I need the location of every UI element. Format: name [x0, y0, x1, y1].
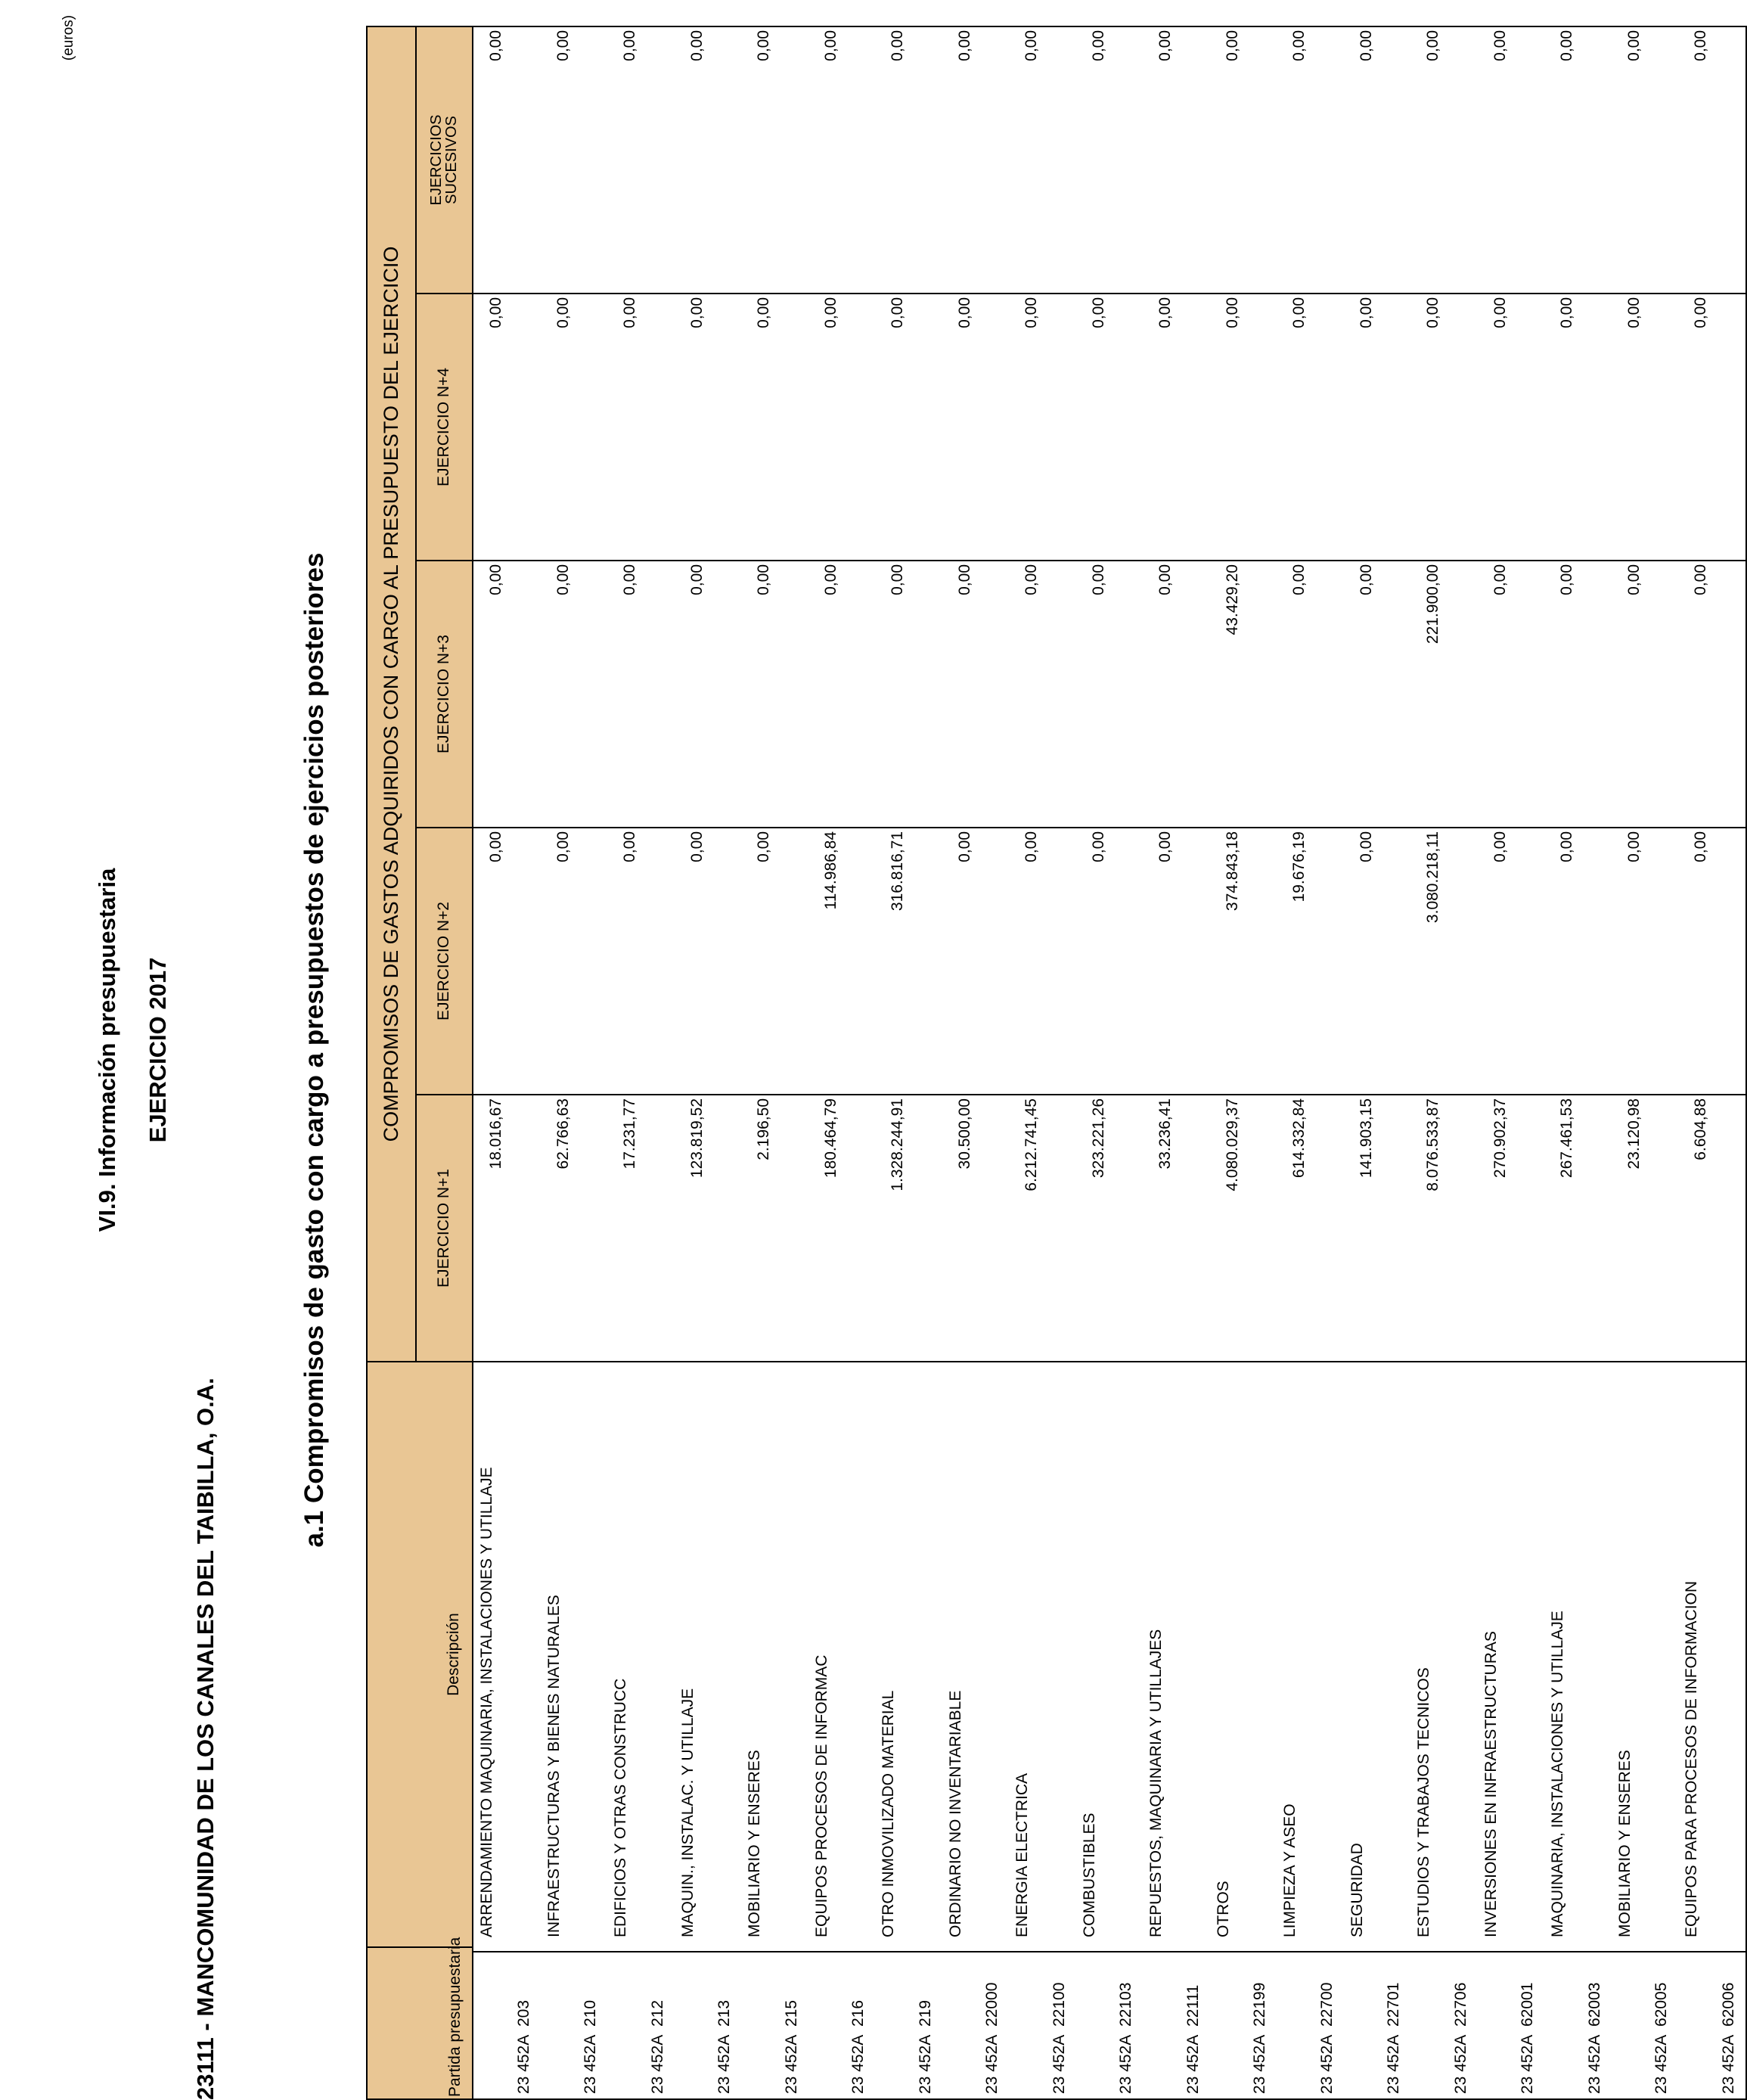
table-row — [607, 26, 675, 2099]
cell-sucesivos: 0,00 — [808, 26, 876, 294]
cell-sucesivos: 0,00 — [473, 26, 541, 294]
cell-program: 23 452A — [1210, 2031, 1277, 2099]
cell-description: INVERSIONES EN INFRAESTRUCTURAS — [1478, 1362, 1545, 1952]
table-row — [1344, 26, 1411, 2099]
cell-program: 23 452A — [473, 2031, 541, 2099]
section-title: a.1 Compromisos de gasto con cargo a presupuestos de ejercicios posteriores — [299, 552, 329, 1548]
table-row — [942, 26, 1010, 2099]
cell-ejercicio-n4: 0,00 — [675, 294, 742, 561]
header-sucesivos — [416, 26, 473, 294]
cell-ejercicio-n3: 221.900,00 — [1410, 561, 1478, 828]
cell-description: REPUESTOS, MAQUINARIA Y UTILLAJES — [1143, 1362, 1210, 1952]
cell-ejercicio-n2: 0,00 — [1544, 828, 1612, 1095]
units-label: (euros) — [61, 14, 76, 61]
cell-program: 23 452A — [1009, 2031, 1076, 2099]
cell-description: EDIFICIOS Y OTRAS CONSTRUCC — [607, 1362, 675, 1952]
cell-ejercicio-n3: 0,00 — [1678, 561, 1746, 828]
cell-ejercicio-n1: 6.212.741,45 — [1009, 1095, 1076, 1362]
table-row — [1009, 26, 1076, 2099]
table-row — [1210, 26, 1277, 2099]
header-n2: EJERCICIO N+2 — [416, 828, 473, 1095]
table-row — [541, 26, 608, 2099]
header-group: COMPROMISOS DE GASTOS ADQUIRIDOS CON CARGO AL PRESUPUESTO DEL EJERCICIO — [367, 26, 416, 1362]
cell-sucesivos: 0,00 — [875, 26, 942, 294]
cell-description: EQUIPOS PROCESOS DE INFORMAC — [808, 1362, 876, 1952]
cell-sucesivos: 0,00 — [1344, 26, 1411, 294]
cell-subconcept: 216 — [808, 1952, 876, 2031]
cell-sucesivos: 0,00 — [1210, 26, 1277, 294]
cell-sucesivos: 0,00 — [1678, 26, 1746, 294]
cell-ejercicio-n1: 33.236,41 — [1143, 1095, 1210, 1362]
table-row — [1277, 26, 1344, 2099]
cell-description: MAQUINARIA, INSTALACIONES Y UTILLAJE — [1544, 1362, 1612, 1952]
cell-description: SEGURIDAD — [1344, 1362, 1411, 1952]
cell-ejercicio-n1: 4.080.029,37 — [1210, 1095, 1277, 1362]
cell-subconcept: 62005 — [1612, 1952, 1679, 2031]
cell-subconcept: 212 — [607, 1952, 675, 2031]
table-row — [1410, 26, 1478, 2099]
cell-subconcept: 219 — [875, 1952, 942, 2031]
cell-program: 23 452A — [1344, 2031, 1411, 2099]
cell-subconcept: 22701 — [1344, 1952, 1411, 2031]
table-row — [1612, 26, 1679, 2099]
commitments-table — [366, 26, 1747, 2100]
cell-program: 23 452A — [675, 2031, 742, 2099]
cell-ejercicio-n3: 0,00 — [473, 561, 541, 828]
table-row — [1678, 26, 1746, 2099]
cell-subconcept: 203 — [473, 1952, 541, 2031]
cell-ejercicio-n2: 0,00 — [1143, 828, 1210, 1095]
cell-ejercicio-n3: 0,00 — [1612, 561, 1679, 828]
cell-program: 23 452A — [541, 2031, 608, 2099]
cell-ejercicio-n1: 267.461,53 — [1544, 1095, 1612, 1362]
cell-sucesivos: 0,00 — [541, 26, 608, 294]
cell-description: MAQUIN., INSTALAC. Y UTILLAJE — [675, 1362, 742, 1952]
cell-ejercicio-n1: 270.902,37 — [1478, 1095, 1545, 1362]
cell-ejercicio-n2: 19.676,19 — [1277, 828, 1344, 1095]
cell-subconcept: 22706 — [1410, 1952, 1478, 2031]
cell-program: 23 452A — [1076, 2031, 1143, 2099]
cell-description: MOBILIARIO Y ENSERES — [741, 1362, 808, 1952]
cell-ejercicio-n2: 0,00 — [1612, 828, 1679, 1095]
table-row — [1143, 26, 1210, 2099]
cell-ejercicio-n4: 0,00 — [875, 294, 942, 561]
cell-subconcept: 62006 — [1678, 1952, 1746, 2031]
cell-description: ARRENDAMIENTO MAQUINARIA, INSTALACIONES Y UTILLAJE — [473, 1362, 541, 1952]
cell-ejercicio-n4: 0,00 — [607, 294, 675, 561]
cell-ejercicio-n1: 18.016,67 — [473, 1095, 541, 1362]
cell-ejercicio-n2: 0,00 — [1678, 828, 1746, 1095]
cell-ejercicio-n3: 43.429,20 — [1210, 561, 1277, 828]
cell-ejercicio-n4: 0,00 — [1344, 294, 1411, 561]
cell-sucesivos: 0,00 — [1143, 26, 1210, 294]
cell-ejercicio-n4: 0,00 — [1143, 294, 1210, 561]
cell-sucesivos: 0,00 — [942, 26, 1010, 294]
cell-ejercicio-n3: 0,00 — [875, 561, 942, 828]
document-year: EJERCICIO 2017 — [144, 957, 171, 1143]
cell-sucesivos: 0,00 — [1544, 26, 1612, 294]
entity-name: 23111 - MANCOMUNIDAD DE LOS CANALES DEL TAIBILLA, O.A. — [192, 1378, 219, 2100]
cell-ejercicio-n3: 0,00 — [808, 561, 876, 828]
header-sucesivos-line2: SUCESIVOS — [443, 116, 461, 204]
cell-ejercicio-n4: 0,00 — [1410, 294, 1478, 561]
cell-sucesivos: 0,00 — [1009, 26, 1076, 294]
cell-ejercicio-n2: 0,00 — [741, 828, 808, 1095]
cell-ejercicio-n3: 0,00 — [1143, 561, 1210, 828]
cell-sucesivos: 0,00 — [1478, 26, 1545, 294]
cell-program: 23 452A — [808, 2031, 876, 2099]
table-row — [1478, 26, 1545, 2099]
document-title: VI.9. Información presupuestaria — [94, 868, 120, 1232]
cell-program: 23 452A — [875, 2031, 942, 2099]
header-n3: EJERCICIO N+3 — [416, 561, 473, 828]
cell-program: 23 452A — [1612, 2031, 1679, 2099]
cell-subconcept: 22100 — [1009, 1952, 1076, 2031]
header-n4: EJERCICIO N+4 — [416, 294, 473, 561]
cell-sucesivos: 0,00 — [1410, 26, 1478, 294]
cell-ejercicio-n3: 0,00 — [675, 561, 742, 828]
cell-description: COMBUSTIBLES — [1076, 1362, 1143, 1952]
cell-ejercicio-n4: 0,00 — [541, 294, 608, 561]
cell-description: EQUIPOS PARA PROCESOS DE INFORMACION — [1678, 1362, 1746, 1952]
cell-subconcept: 62003 — [1544, 1952, 1612, 2031]
cell-ejercicio-n1: 614.332,84 — [1277, 1095, 1344, 1362]
header-n1: EJERCICIO N+1 — [416, 1095, 473, 1362]
table-row — [1076, 26, 1143, 2099]
cell-ejercicio-n4: 0,00 — [1210, 294, 1277, 561]
cell-program: 23 452A — [1410, 2031, 1478, 2099]
cell-ejercicio-n1: 141.903,15 — [1344, 1095, 1411, 1362]
table-row — [473, 26, 541, 2099]
cell-ejercicio-n4: 0,00 — [942, 294, 1010, 561]
cell-description: INFRAESTRUCTURAS Y BIENES NATURALES — [541, 1362, 608, 1952]
cell-ejercicio-n1: 2.196,50 — [741, 1095, 808, 1362]
cell-ejercicio-n2: 0,00 — [675, 828, 742, 1095]
cell-ejercicio-n4: 0,00 — [1678, 294, 1746, 561]
cell-description: ENERGIA ELECTRICA — [1009, 1362, 1076, 1952]
table-row — [675, 26, 742, 2099]
cell-ejercicio-n4: 0,00 — [808, 294, 876, 561]
cell-ejercicio-n4: 0,00 — [473, 294, 541, 561]
cell-ejercicio-n1: 6.604,88 — [1678, 1095, 1746, 1362]
table-row — [808, 26, 876, 2099]
header-descripcion: Descripción — [445, 1613, 462, 1696]
cell-ejercicio-n3: 0,00 — [1344, 561, 1411, 828]
cell-ejercicio-n4: 0,00 — [1612, 294, 1679, 561]
header-blank — [367, 1362, 473, 2099]
cell-ejercicio-n2: 0,00 — [1344, 828, 1411, 1095]
cell-sucesivos: 0,00 — [607, 26, 675, 294]
cell-sucesivos: 0,00 — [1076, 26, 1143, 294]
cell-ejercicio-n3: 0,00 — [1009, 561, 1076, 828]
cell-ejercicio-n4: 0,00 — [1277, 294, 1344, 561]
cell-description: OTROS — [1210, 1362, 1277, 1952]
cell-program: 23 452A — [942, 2031, 1010, 2099]
cell-ejercicio-n4: 0,00 — [1009, 294, 1076, 561]
cell-ejercicio-n2: 374.843,18 — [1210, 828, 1277, 1095]
cell-description: LIMPIEZA Y ASEO — [1277, 1362, 1344, 1952]
cell-ejercicio-n1: 30.500,00 — [942, 1095, 1010, 1362]
cell-ejercicio-n3: 0,00 — [1544, 561, 1612, 828]
header-sucesivos-line1: EJERCICIOS — [428, 114, 445, 206]
cell-ejercicio-n3: 0,00 — [1076, 561, 1143, 828]
cell-ejercicio-n1: 323.221,26 — [1076, 1095, 1143, 1362]
cell-ejercicio-n2: 0,00 — [1076, 828, 1143, 1095]
table-row — [1544, 26, 1612, 2099]
cell-ejercicio-n1: 62.766,63 — [541, 1095, 608, 1362]
cell-ejercicio-n2: 0,00 — [1478, 828, 1545, 1095]
cell-ejercicio-n4: 0,00 — [741, 294, 808, 561]
header-partida: Partida presupuestaria — [368, 1947, 472, 2098]
cell-ejercicio-n1: 123.819,52 — [675, 1095, 742, 1362]
cell-ejercicio-n3: 0,00 — [741, 561, 808, 828]
cell-subconcept: 213 — [675, 1952, 742, 2031]
cell-subconcept: 22103 — [1076, 1952, 1143, 2031]
cell-ejercicio-n3: 0,00 — [1277, 561, 1344, 828]
cell-ejercicio-n3: 0,00 — [541, 561, 608, 828]
cell-ejercicio-n2: 0,00 — [473, 828, 541, 1095]
cell-sucesivos: 0,00 — [1612, 26, 1679, 294]
cell-description: MOBILIARIO Y ENSERES — [1612, 1362, 1679, 1952]
cell-ejercicio-n3: 0,00 — [1478, 561, 1545, 828]
cell-ejercicio-n2: 0,00 — [942, 828, 1010, 1095]
cell-program: 23 452A — [1478, 2031, 1545, 2099]
table-row — [741, 26, 808, 2099]
table-row — [875, 26, 942, 2099]
cell-ejercicio-n1: 8.076.533,87 — [1410, 1095, 1478, 1362]
table-body — [473, 26, 1746, 2099]
cell-subconcept: 210 — [541, 1952, 608, 2031]
cell-ejercicio-n4: 0,00 — [1076, 294, 1143, 561]
cell-ejercicio-n4: 0,00 — [1478, 294, 1545, 561]
cell-ejercicio-n3: 0,00 — [942, 561, 1010, 828]
cell-program: 23 452A — [1277, 2031, 1344, 2099]
cell-subconcept: 22199 — [1210, 1952, 1277, 2031]
cell-program: 23 452A — [1678, 2031, 1746, 2099]
cell-subconcept: 62001 — [1478, 1952, 1545, 2031]
cell-subconcept: 22700 — [1277, 1952, 1344, 2031]
cell-ejercicio-n2: 3.080.218,11 — [1410, 828, 1478, 1095]
cell-program: 23 452A — [741, 2031, 808, 2099]
cell-ejercicio-n2: 0,00 — [607, 828, 675, 1095]
cell-ejercicio-n3: 0,00 — [607, 561, 675, 828]
cell-program: 23 452A — [1544, 2031, 1612, 2099]
cell-ejercicio-n4: 0,00 — [1544, 294, 1612, 561]
cell-sucesivos: 0,00 — [741, 26, 808, 294]
cell-program: 23 452A — [1143, 2031, 1210, 2099]
cell-ejercicio-n2: 0,00 — [1009, 828, 1076, 1095]
cell-ejercicio-n2: 0,00 — [541, 828, 608, 1095]
cell-ejercicio-n1: 180.464,79 — [808, 1095, 876, 1362]
cell-subconcept: 22111 — [1143, 1952, 1210, 2031]
cell-sucesivos: 0,00 — [1277, 26, 1344, 294]
cell-ejercicio-n2: 114.986,84 — [808, 828, 876, 1095]
cell-program: 23 452A — [607, 2031, 675, 2099]
cell-ejercicio-n2: 316.816,71 — [875, 828, 942, 1095]
cell-ejercicio-n1: 23.120,98 — [1612, 1095, 1679, 1362]
cell-subconcept: 215 — [741, 1952, 808, 2031]
cell-sucesivos: 0,00 — [675, 26, 742, 294]
cell-description: ORDINARIO NO INVENTARIABLE — [942, 1362, 1010, 1952]
cell-ejercicio-n1: 1.328.244,91 — [875, 1095, 942, 1362]
cell-description: ESTUDIOS Y TRABAJOS TECNICOS — [1410, 1362, 1478, 1952]
cell-subconcept: 22000 — [942, 1952, 1010, 2031]
cell-ejercicio-n1: 17.231,77 — [607, 1095, 675, 1362]
cell-description: OTRO INMOVILIZADO MATERIAL — [875, 1362, 942, 1952]
